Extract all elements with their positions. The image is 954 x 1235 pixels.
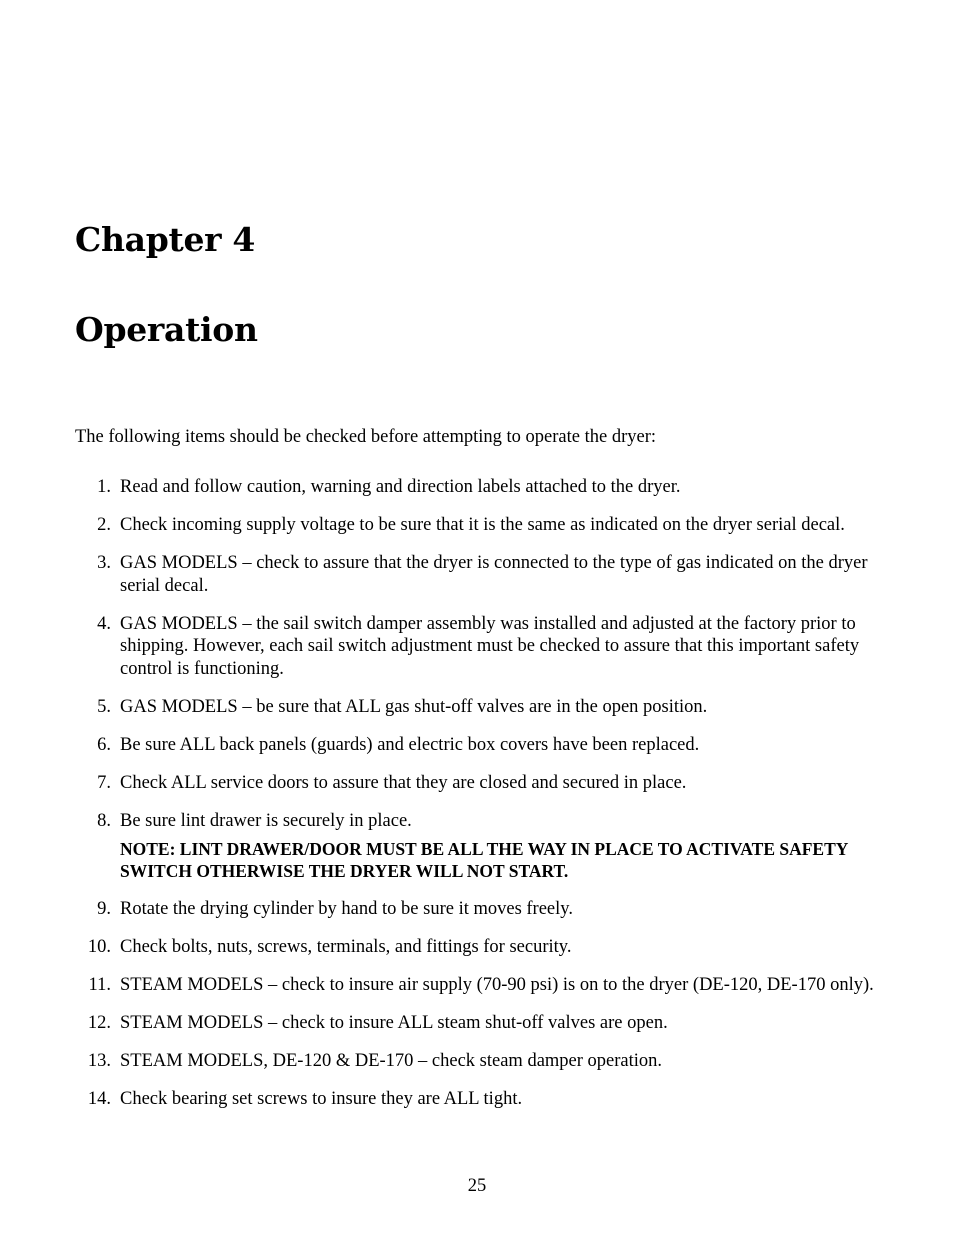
checklist-item [75,898,905,921]
item-number: 7. [97,772,111,793]
item-text: Be sure lint drawer is securely in place. [120,810,412,831]
checklist-item [75,936,905,959]
item-number: 9. [97,898,111,919]
item-text: GAS MODELS – be sure that ALL gas shut-off valves are in the open position. [120,696,708,717]
chapter-title: Operation [75,310,258,349]
item-text: GAS MODELS – the sail switch damper assembly was installed and adjusted at the factory prior to shipping. However, each sail switch adjustment must be checked to assure that this important safety control is functioning. [120,613,860,679]
item-text: Check bolts, nuts, screws, terminals, and fittings for security. [120,936,572,957]
item-text: STEAM MODELS – check to insure ALL steam shut-off valves are open. [120,1012,668,1033]
checklist-item [75,514,905,537]
item-text: Check ALL service doors to assure that they are closed and secured in place. [120,772,687,793]
operation-checklist [75,476,905,1126]
item-text: STEAM MODELS – check to insure air supply (70-90 psi) is on to the dryer (DE-120, DE-170 only). [120,974,874,995]
item-number: 6. [97,734,111,755]
item-number: 11. [88,974,111,995]
checklist-item [75,734,905,757]
item-number: 2. [97,515,111,535]
checklist-item [75,772,905,795]
item-number: 14. [87,1088,111,1109]
item-text: GAS MODELS – check to assure that the dryer is connected to the type of gas indicated on the dryer serial decal. [120,553,868,596]
checklist-item [75,696,905,719]
checklist-item [75,552,905,597]
checklist-item [75,613,905,681]
checklist-item [75,1012,905,1035]
item-text: Check incoming supply voltage to be sure that it is the same as indicated on the dryer serial decal. [120,515,845,535]
safety-note: NOTE: LINT DRAWER/DOOR MUST BE ALL THE WAY IN PLACE TO ACTIVATE SAFETY SWITCH OTHERWISE THE DRYER WILL NOT START. [120,839,848,881]
item-number: 1. [97,477,111,497]
checklist-item [75,1088,905,1111]
item-number: 10. [87,936,111,957]
item-text: Read and follow caution, warning and direction labels attached to the dryer. [120,477,681,497]
item-number: 8. [97,810,111,831]
item-text: STEAM MODELS, DE-120 & DE-170 – check steam damper operation. [120,1050,663,1071]
item-number: 3. [97,553,111,573]
item-text: Rotate the drying cylinder by hand to be sure it moves freely. [120,898,573,919]
checklist-item [75,476,905,499]
checklist-item [75,810,905,883]
item-number: 12. [87,1012,111,1033]
checklist-item [75,974,905,997]
item-number: 13. [87,1050,111,1071]
intro-paragraph: The following items should be checked before attempting to operate the dryer: [75,427,657,447]
chapter-label: Chapter 4 [75,220,256,259]
checklist-item [75,1050,905,1073]
item-text: Be sure ALL back panels (guards) and electric box covers have been replaced. [120,734,700,755]
item-number: 4. [97,613,111,634]
page-number: 25 [467,1176,487,1196]
item-number: 5. [97,696,111,717]
item-text: Check bearing set screws to insure they are ALL tight. [120,1088,523,1109]
